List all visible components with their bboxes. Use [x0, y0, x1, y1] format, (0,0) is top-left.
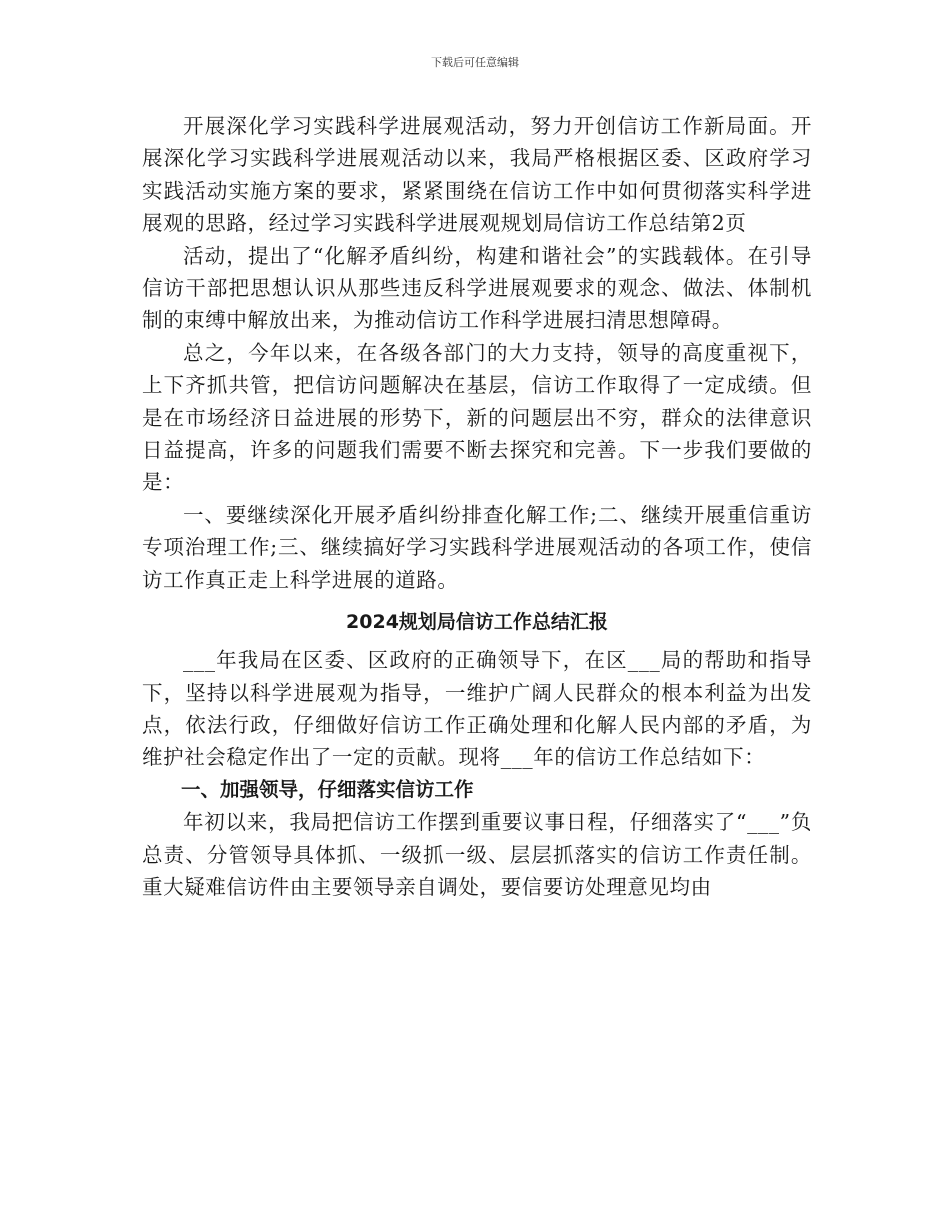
paragraph-summary: 总之，今年以来，在各级各部门的大力支持，领导的高度重视下，上下齐抓共管，把信访问题解决在基层，信访工作取得了一定成绩。但是在市场经济日益进展的形势下，新的问题层出不穷，群众的法律意识日益提高，许多的问题我们需要不断去探究和完善。下一步我们要做的是：	[142, 340, 812, 495]
paragraph-activity: 活动，提出了“化解矛盾纠纷，构建和谐社会”的实践载体。在引导信访干部把思想认识从那些违反科学进展观要求的观念、做法、体制机制的束缚中解放出来，为推动信访工作科学进展扫清思想障碍。	[142, 243, 812, 333]
page-header: 下载后可任意编辑	[431, 56, 519, 69]
section-heading: 一、加强领导，仔细落实信访工作	[181, 777, 474, 801]
paragraph-next-steps: 一、要继续深化开展矛盾纠纷排查化解工作;二、继续开展重信重访专项治理工作;三、继续搞好学习实践科学进展观活动的各项工作，使信访工作真正走上科学进展的道路。	[142, 502, 812, 592]
paragraph-section: 年初以来，我局把信访工作摆到重要议事日程，仔细落实了“___”负总责、分管领导具体抓、一级抓一级、层层抓落实的信访工作责任制。重大疑难信访件由主要领导亲自调处，要信要访处理意见均由	[142, 810, 812, 899]
document-title: 2024规划局信访工作总结汇报	[346, 611, 608, 634]
paragraph-intro: ___年我局在区委、区政府的正确领导下，在区___局的帮助和指导下，坚持以科学进展观为指导，一维护广阔人民群众的根本利益为出发点，依法行政，仔细做好信访工作正确处理和化解人民内部的矛盾，为维护社会稳定作出了一定的贡献。现将___年的信访工作总结如下：	[142, 648, 812, 770]
paragraph-learning-practice: 开展深化学习实践科学进展观活动，努力开创信访工作新局面。开展深化学习实践科学进展观活动以来，我局严格根据区委、区政府学习实践活动实施方案的要求，紧紧围绕在信访工作中如何贯彻落实科学进展观的思路，经过学习实践科学进展观规划局信访工作总结第2页	[142, 114, 812, 236]
document-body	[142, 110, 812, 903]
